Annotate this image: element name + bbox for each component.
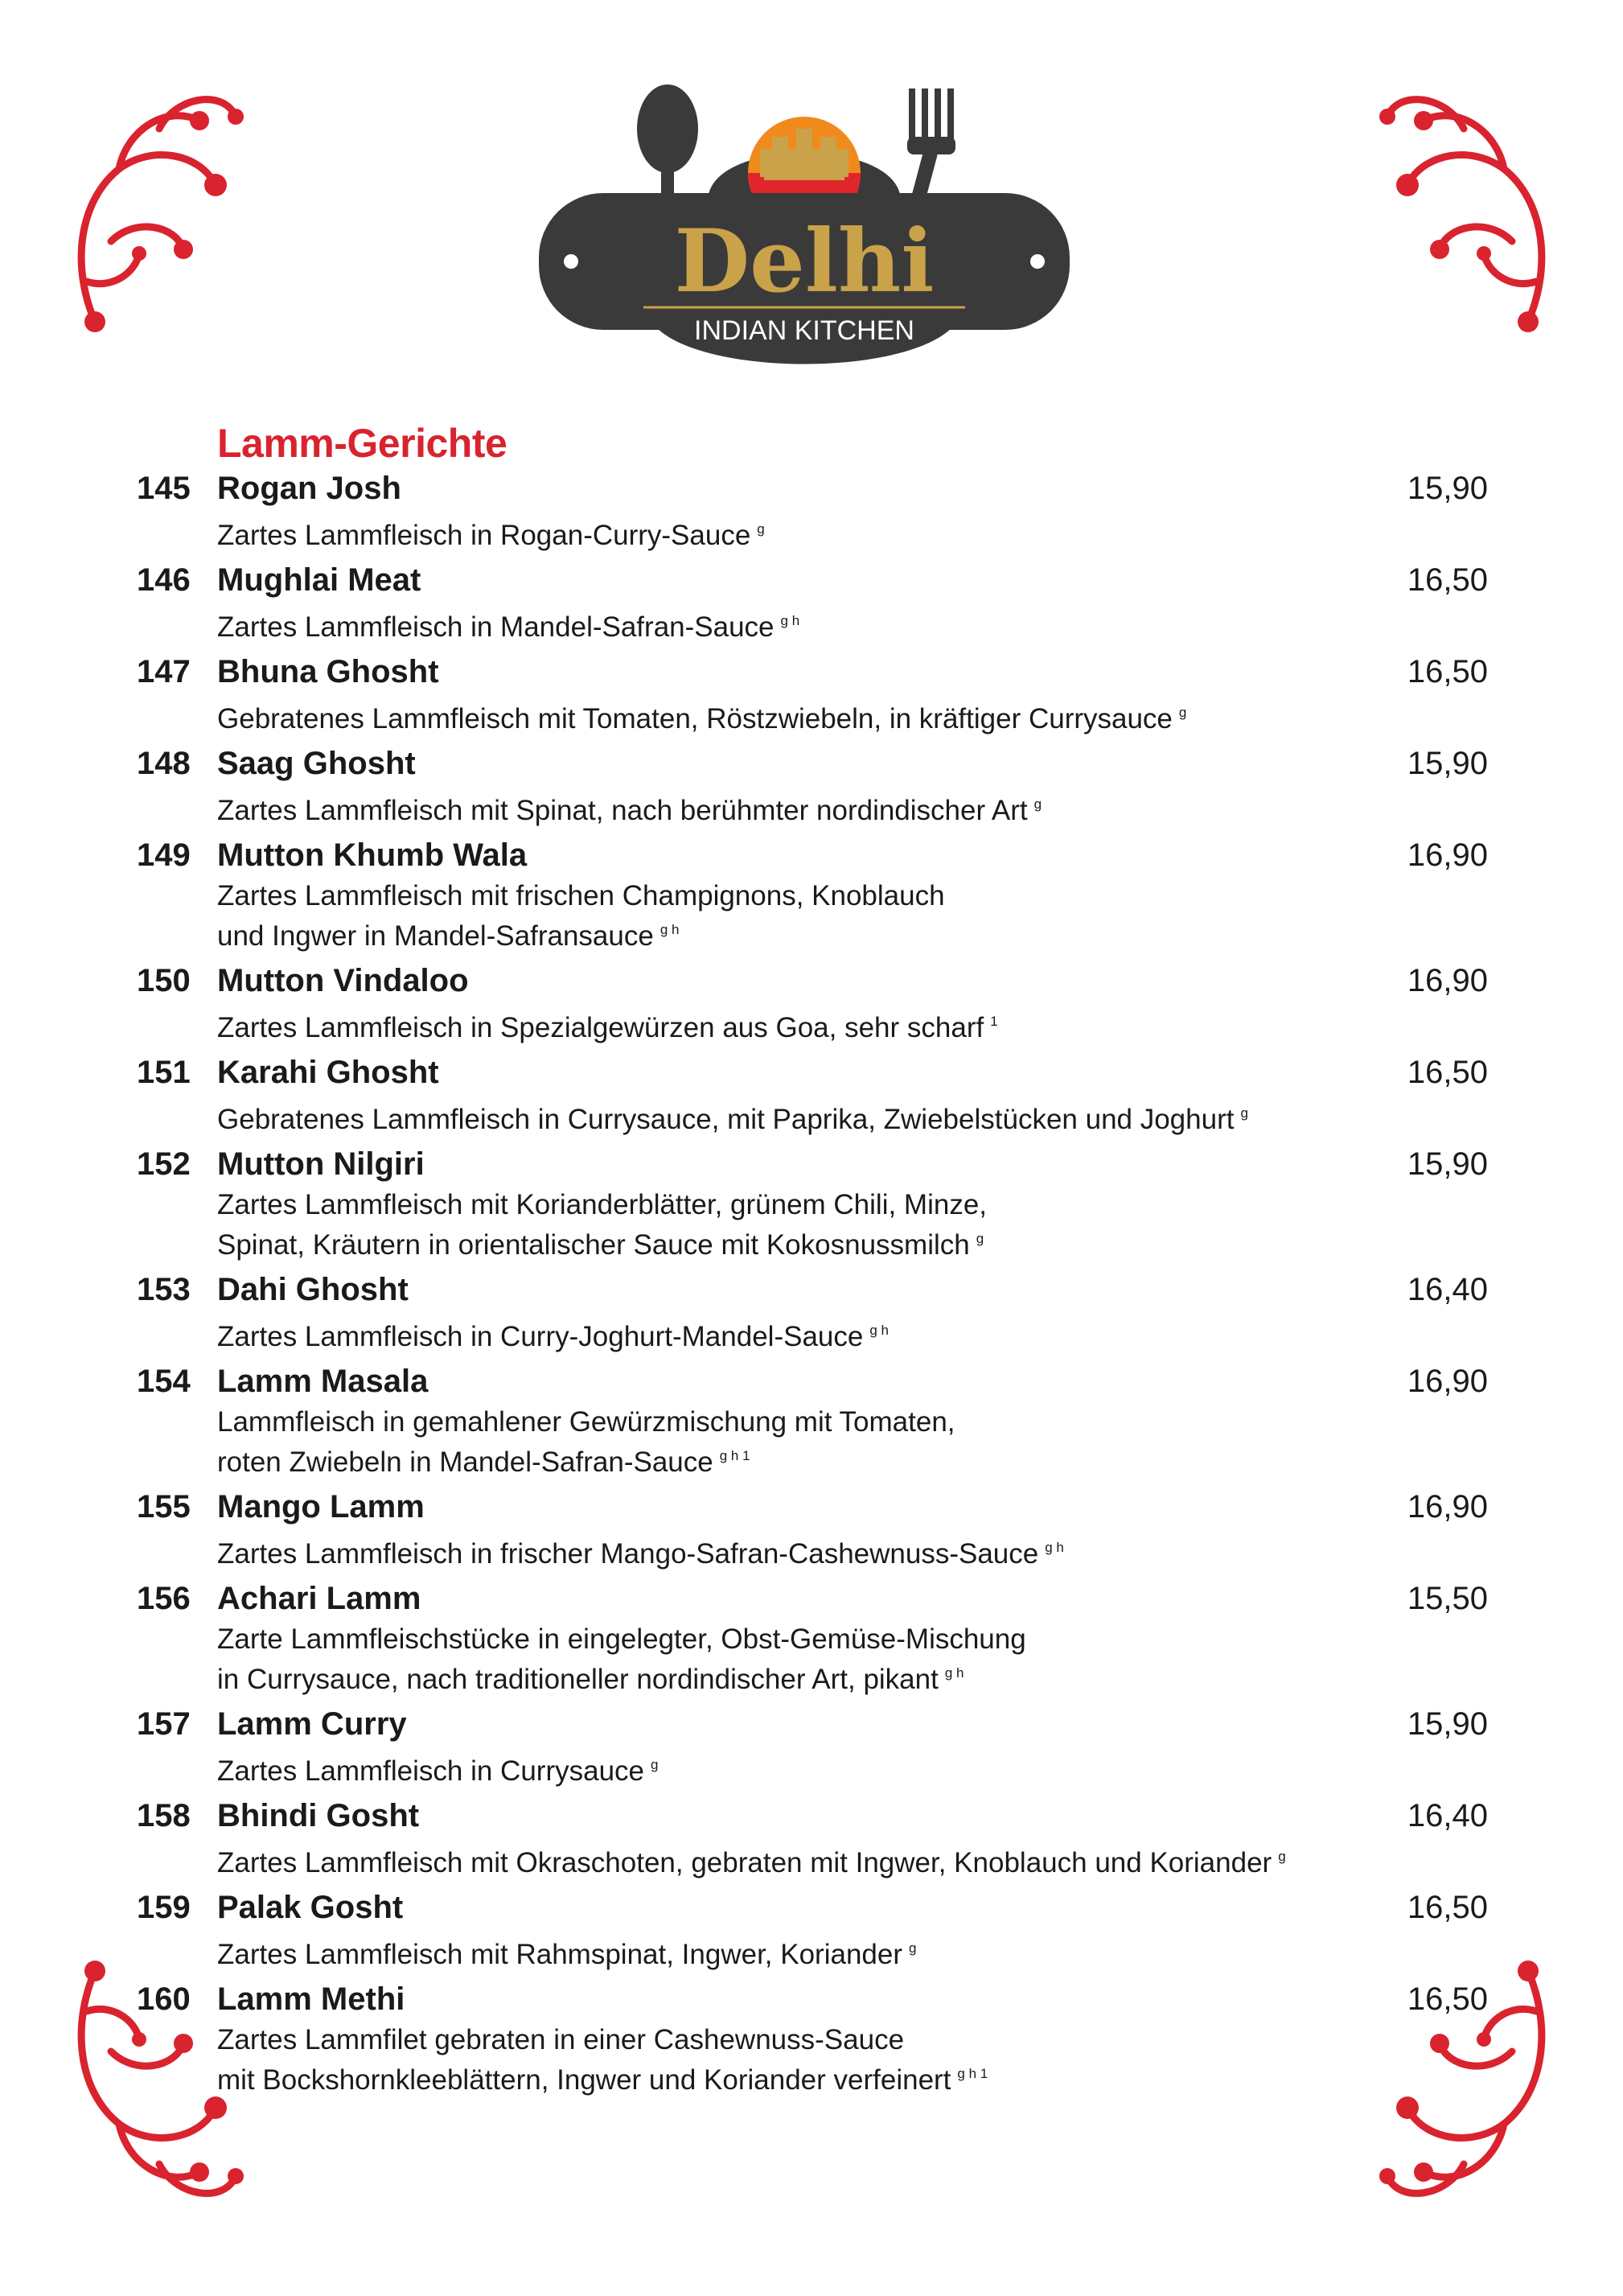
menu-item bbox=[137, 562, 1488, 644]
menu-item-number: 145 bbox=[137, 471, 191, 506]
menu-item bbox=[137, 746, 1488, 828]
menu-item-number: 149 bbox=[137, 837, 191, 873]
menu-item-number: 159 bbox=[137, 1890, 191, 1925]
menu-item-description-text: Zartes Lammfleisch in Mandel-Safran-Sauce bbox=[217, 611, 775, 643]
menu-item-price: 16,90 bbox=[1407, 1489, 1488, 1524]
menu-item-allergens: g bbox=[1240, 1105, 1248, 1121]
menu-item-allergens: g h bbox=[1045, 1540, 1064, 1555]
menu-item-name: Mango Lamm bbox=[217, 1489, 425, 1524]
corner-ornament-top-left bbox=[63, 80, 248, 346]
menu-item-name: Mutton Khumb Wala bbox=[217, 837, 528, 873]
menu-item-allergens: 1 bbox=[990, 1014, 998, 1029]
menu-item-description bbox=[217, 1188, 1488, 1222]
menu-item-name: Lamm Curry bbox=[217, 1706, 407, 1742]
menu-item-header bbox=[137, 1706, 1488, 1748]
menu-item-allergens: g bbox=[1033, 796, 1042, 812]
menu-item-description-text: Zartes Lammfilet gebraten in einer Cashewnuss-Sauce bbox=[217, 2024, 905, 2055]
menu-item-number: 146 bbox=[137, 562, 191, 598]
menu-item-header bbox=[137, 746, 1488, 788]
menu-item-price: 16,50 bbox=[1407, 654, 1488, 689]
menu-item-description bbox=[217, 1840, 1488, 1880]
menu-item-description-text: Zartes Lammfleisch mit Rahmspinat, Ingwer, Koriander bbox=[217, 1939, 902, 1970]
menu-item-name: Lamm Masala bbox=[217, 1364, 429, 1399]
menu-item-description bbox=[217, 696, 1488, 736]
menu-item bbox=[137, 1798, 1488, 1880]
section-title: Lamm-Gerichte bbox=[217, 421, 507, 466]
menu-item-number: 155 bbox=[137, 1489, 191, 1524]
menu-item-description bbox=[217, 1405, 1488, 1439]
menu-item-description bbox=[217, 2023, 1488, 2057]
menu-item-description-text: Zartes Lammfleisch in Currysauce bbox=[217, 1755, 644, 1787]
logo-tagline-text: INDIAN KITCHEN bbox=[694, 315, 914, 346]
menu-item-name: Achari Lamm bbox=[217, 1581, 421, 1616]
menu-item-allergens: g h 1 bbox=[719, 1448, 750, 1463]
menu-item-description-text: Gebratenes Lammfleisch in Currysauce, mit Paprika, Zwiebelstücken und Joghurt bbox=[217, 1104, 1235, 1135]
menu-item-description bbox=[217, 1439, 1488, 1479]
menu-item-header bbox=[137, 1890, 1488, 1932]
menu-item-price: 15,50 bbox=[1407, 1581, 1488, 1616]
menu-item bbox=[137, 1706, 1488, 1788]
menu-item-description-text: Gebratenes Lammfleisch mit Tomaten, Röstzwiebeln, in kräftiger Currysauce bbox=[217, 703, 1173, 734]
menu-item-description bbox=[217, 1097, 1488, 1137]
menu-item-description-text: Zartes Lammfleisch mit Okraschoten, gebraten mit Ingwer, Knoblauch und Koriander bbox=[217, 1847, 1272, 1878]
menu-item bbox=[137, 471, 1488, 553]
menu-item-allergens: g h 1 bbox=[957, 2066, 988, 2081]
menu-list bbox=[137, 471, 1488, 2107]
menu-item-description-text: Zartes Lammfleisch mit Korianderblätter, grünem Chili, Minze, bbox=[217, 1189, 988, 1220]
menu-item-description-text: Zartes Lammfleisch in Spezialgewürzen aus Goa, sehr scharf bbox=[217, 1012, 984, 1043]
menu-item-header bbox=[137, 1798, 1488, 1840]
menu-item-price: 16,40 bbox=[1407, 1272, 1488, 1307]
menu-item-description bbox=[217, 2057, 1488, 2097]
menu-item-header bbox=[137, 1581, 1488, 1623]
menu-item bbox=[137, 837, 1488, 953]
menu-item-description-text: Lammfleisch in gemahlener Gewürzmischung mit Tomaten, bbox=[217, 1406, 955, 1438]
menu-item-description bbox=[217, 1005, 1488, 1045]
menu-item-name: Dahi Ghosht bbox=[217, 1272, 409, 1307]
menu-item-price: 16,50 bbox=[1407, 1055, 1488, 1090]
menu-item-description-text: Zartes Lammfleisch in frischer Mango-Safran-Cashewnuss-Sauce bbox=[217, 1538, 1039, 1570]
menu-item-description bbox=[217, 1531, 1488, 1571]
menu-item-description-text: in Currysauce, nach traditioneller nordindischer Art, pikant bbox=[217, 1664, 939, 1695]
menu-item-description-text: Spinat, Kräutern in orientalischer Sauce mit Kokosnussmilch bbox=[217, 1229, 970, 1261]
menu-item-header bbox=[137, 1272, 1488, 1314]
menu-item-header bbox=[137, 562, 1488, 604]
menu-item-allergens: g h bbox=[869, 1323, 889, 1338]
menu-item-description bbox=[217, 1932, 1488, 1972]
menu-item-number: 158 bbox=[137, 1798, 191, 1833]
menu-item bbox=[137, 1146, 1488, 1262]
menu-item-name: Mughlai Meat bbox=[217, 562, 421, 598]
menu-item-number: 156 bbox=[137, 1581, 191, 1616]
menu-item-price: 16,40 bbox=[1407, 1798, 1488, 1833]
menu-item bbox=[137, 1581, 1488, 1697]
menu-item-allergens: g h bbox=[944, 1665, 964, 1681]
menu-item-price: 15,90 bbox=[1407, 1146, 1488, 1182]
menu-item bbox=[137, 1981, 1488, 2097]
menu-item-name: Bhindi Gosht bbox=[217, 1798, 420, 1833]
menu-item-allergens: g bbox=[909, 1940, 917, 1956]
menu-item-number: 160 bbox=[137, 1981, 191, 2017]
menu-item-description-text: Zarte Lammfleischstücke in eingelegter, Obst-Gemüse-Mischung bbox=[217, 1623, 1026, 1655]
menu-item-name: Lamm Methi bbox=[217, 1981, 405, 2017]
menu-item-price: 16,50 bbox=[1407, 562, 1488, 598]
menu-item-number: 147 bbox=[137, 654, 191, 689]
menu-item-description-text: Zartes Lammfleisch mit Spinat, nach berühmter nordindischer Art bbox=[217, 795, 1028, 826]
menu-item-name: Mutton Nilgiri bbox=[217, 1146, 425, 1182]
menu-item-name: Mutton Vindaloo bbox=[217, 963, 469, 998]
menu-item-allergens: g bbox=[976, 1231, 984, 1246]
menu-item-price: 15,90 bbox=[1407, 1706, 1488, 1742]
menu-item-description bbox=[217, 1222, 1488, 1262]
menu-item-description bbox=[217, 1623, 1488, 1656]
menu-item-number: 157 bbox=[137, 1706, 191, 1742]
menu-item-price: 16,50 bbox=[1407, 1890, 1488, 1925]
menu-item-header bbox=[137, 963, 1488, 1005]
menu-item-description bbox=[217, 604, 1488, 644]
menu-item-name: Bhuna Ghosht bbox=[217, 654, 439, 689]
menu-item-description-text: roten Zwiebeln in Mandel-Safran-Sauce bbox=[217, 1446, 713, 1478]
menu-item-header bbox=[137, 837, 1488, 879]
menu-item-price: 15,90 bbox=[1407, 746, 1488, 781]
menu-item-description bbox=[217, 1656, 1488, 1697]
menu-item-number: 154 bbox=[137, 1364, 191, 1399]
menu-item-price: 16,90 bbox=[1407, 1364, 1488, 1399]
menu-item-allergens: g h bbox=[780, 613, 800, 628]
menu-item-header bbox=[137, 1489, 1488, 1531]
menu-item-number: 151 bbox=[137, 1055, 191, 1090]
menu-item bbox=[137, 1489, 1488, 1571]
menu-item-header bbox=[137, 1364, 1488, 1405]
menu-item-number: 152 bbox=[137, 1146, 191, 1182]
menu-item bbox=[137, 1055, 1488, 1137]
menu-item bbox=[137, 963, 1488, 1045]
menu-item-price: 16,90 bbox=[1407, 963, 1488, 998]
menu-item-price: 15,90 bbox=[1407, 471, 1488, 506]
menu-item-header bbox=[137, 1146, 1488, 1188]
menu-item-header bbox=[137, 1055, 1488, 1097]
menu-item-header bbox=[137, 654, 1488, 696]
menu-item-allergens: g bbox=[1278, 1849, 1286, 1864]
menu-item-description bbox=[217, 512, 1488, 553]
menu-item-description-text: Zartes Lammfleisch mit frischen Champignons, Knoblauch bbox=[217, 880, 945, 911]
menu-item-name: Saag Ghosht bbox=[217, 746, 416, 781]
menu-item-description bbox=[217, 788, 1488, 828]
menu-item-description-text: mit Bockshornkleeblättern, Ingwer und Koriander verfeinert bbox=[217, 2064, 951, 2096]
menu-item-price: 16,50 bbox=[1407, 1981, 1488, 2017]
menu-item-description bbox=[217, 1748, 1488, 1788]
menu-item-allergens: g bbox=[757, 521, 765, 537]
menu-item-description bbox=[217, 879, 1488, 913]
menu-item bbox=[137, 654, 1488, 736]
menu-item-description bbox=[217, 913, 1488, 953]
menu-item-allergens: g bbox=[651, 1757, 659, 1772]
menu-item-description bbox=[217, 1314, 1488, 1354]
menu-item-number: 148 bbox=[137, 746, 191, 781]
menu-item bbox=[137, 1364, 1488, 1479]
menu-item-name: Palak Gosht bbox=[217, 1890, 404, 1925]
menu-item-name: Karahi Ghosht bbox=[217, 1055, 439, 1090]
menu-item-price: 16,90 bbox=[1407, 837, 1488, 873]
menu-item-description-text: Zartes Lammfleisch in Curry-Joghurt-Mandel-Sauce bbox=[217, 1321, 864, 1352]
menu-item-number: 150 bbox=[137, 963, 191, 998]
menu-item-name: Rogan Josh bbox=[217, 471, 401, 506]
menu-item-allergens: g h bbox=[659, 922, 680, 937]
menu-item-description-text: und Ingwer in Mandel-Safransauce bbox=[217, 920, 654, 952]
menu-item-number: 153 bbox=[137, 1272, 191, 1307]
menu-item-header bbox=[137, 1981, 1488, 2023]
logo-brand-text: Delhi bbox=[674, 211, 935, 312]
menu-item bbox=[137, 1890, 1488, 1972]
menu-item-description-text: Zartes Lammfleisch in Rogan-Curry-Sauce bbox=[217, 520, 751, 551]
menu-item-allergens: g bbox=[1178, 705, 1187, 720]
menu-item bbox=[137, 1272, 1488, 1354]
menu-item-header bbox=[137, 471, 1488, 512]
corner-ornament-top-right bbox=[1375, 80, 1560, 346]
restaurant-logo bbox=[531, 72, 1078, 394]
